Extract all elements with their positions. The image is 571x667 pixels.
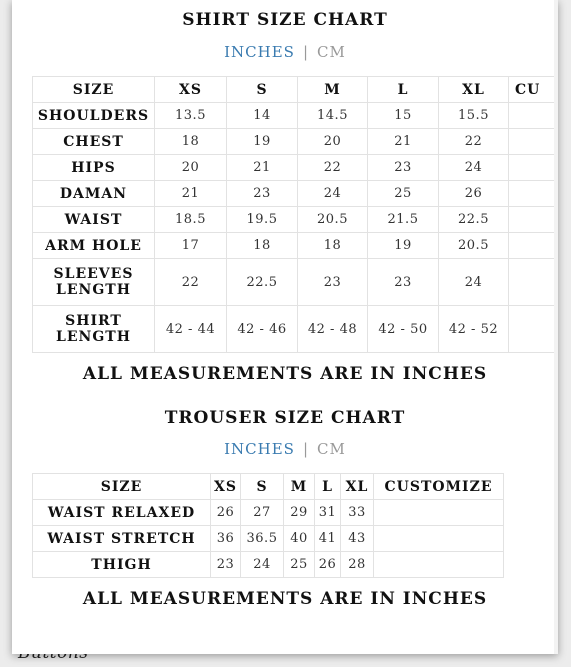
table-cell: 19 — [368, 233, 439, 259]
table-cell: 18.5 — [155, 207, 227, 233]
table-cell: 23 — [368, 259, 439, 306]
table-cell: 21 — [155, 181, 227, 207]
table-cell: 42 - 46 — [227, 306, 298, 353]
row-header: WAIST RELAXED — [33, 500, 211, 526]
table-cell: 23 — [227, 181, 298, 207]
table-cell — [509, 103, 556, 129]
table-cell: 27 — [241, 500, 284, 526]
trouser-unit-toggle — [12, 440, 558, 458]
table-cell — [509, 129, 556, 155]
table-cell: 22 — [298, 155, 368, 181]
trouser-size-table — [32, 473, 504, 578]
row-header: HIPS — [33, 155, 155, 181]
size-chart-modal — [12, 0, 558, 654]
column-header: XS — [155, 77, 227, 103]
table-cell: 13.5 — [155, 103, 227, 129]
column-header: M — [298, 77, 368, 103]
table-cell: 19 — [227, 129, 298, 155]
trouser-unit-separator: | — [302, 440, 310, 458]
table-cell — [374, 500, 504, 526]
shirt-measurement-note: ALL MEASUREMENTS ARE IN INCHES — [82, 364, 488, 384]
table-cell: 31 — [315, 500, 341, 526]
column-header: S — [241, 474, 284, 500]
table-row — [33, 155, 556, 181]
row-header: SLEEVES LENGTH — [33, 259, 155, 306]
column-header: SIZE — [33, 77, 155, 103]
table-row — [33, 306, 556, 353]
table-cell: 40 — [284, 526, 315, 552]
column-header: L — [368, 77, 439, 103]
column-header: CUSTOMIZE — [374, 474, 504, 500]
table-cell: 26 — [439, 181, 509, 207]
row-header: SHIRT LENGTH — [33, 306, 155, 353]
table-cell: 24 — [298, 181, 368, 207]
table-row — [33, 207, 556, 233]
table-cell: 26 — [211, 500, 241, 526]
table-cell: 36.5 — [241, 526, 284, 552]
column-header: M — [284, 474, 315, 500]
row-header: CHEST — [33, 129, 155, 155]
table-cell: 21 — [227, 155, 298, 181]
row-header: SHOULDERS — [33, 103, 155, 129]
row-header: ARM HOLE — [33, 233, 155, 259]
shirt-unit-separator: | — [302, 43, 310, 61]
shirt-unit-toggle — [12, 43, 558, 61]
table-cell: 22.5 — [439, 207, 509, 233]
table-cell: 14 — [227, 103, 298, 129]
table-cell: 43 — [341, 526, 374, 552]
row-header: WAIST — [33, 207, 155, 233]
table-cell: 36 — [211, 526, 241, 552]
table-cell: 23 — [211, 552, 241, 578]
table-row — [33, 233, 556, 259]
table-cell — [509, 155, 556, 181]
table-cell: 42 - 44 — [155, 306, 227, 353]
table-row — [33, 181, 556, 207]
table-cell — [374, 552, 504, 578]
table-cell: 25 — [284, 552, 315, 578]
trouser-unit-inches[interactable]: INCHES — [224, 440, 295, 458]
table-row — [33, 259, 556, 306]
table-cell: 20 — [298, 129, 368, 155]
table-row — [33, 552, 504, 578]
table-cell — [509, 181, 556, 207]
table-cell: 14.5 — [298, 103, 368, 129]
table-cell: 18 — [155, 129, 227, 155]
shirt-unit-cm[interactable]: CM — [317, 43, 346, 61]
shirt-size-table — [32, 76, 556, 353]
table-cell: 28 — [341, 552, 374, 578]
table-cell: 33 — [341, 500, 374, 526]
shirt-chart-title: SHIRT SIZE CHART — [182, 10, 388, 30]
table-cell: 23 — [368, 155, 439, 181]
table-cell: 24 — [439, 155, 509, 181]
scrollbar[interactable] — [554, 0, 558, 654]
table-cell: 22 — [155, 259, 227, 306]
table-cell: 22 — [439, 129, 509, 155]
table-cell: 25 — [368, 181, 439, 207]
shirt-unit-inches[interactable]: INCHES — [224, 43, 295, 61]
column-header: L — [315, 474, 341, 500]
table-cell — [509, 233, 556, 259]
table-cell: 23 — [298, 259, 368, 306]
shirt-header-row — [33, 77, 556, 103]
row-header: WAIST STRETCH — [33, 526, 211, 552]
column-header: SIZE — [33, 474, 211, 500]
column-header: XL — [439, 77, 509, 103]
trouser-chart-title: TROUSER SIZE CHART — [164, 408, 406, 428]
table-cell: 24 — [439, 259, 509, 306]
table-cell: 24 — [241, 552, 284, 578]
table-cell: 29 — [284, 500, 315, 526]
table-cell: 20.5 — [298, 207, 368, 233]
table-cell — [509, 207, 556, 233]
table-cell: 26 — [315, 552, 341, 578]
trouser-unit-cm[interactable]: CM — [317, 440, 346, 458]
table-row — [33, 526, 504, 552]
row-header: DAMAN — [33, 181, 155, 207]
row-header: THIGH — [33, 552, 211, 578]
trouser-header-row — [33, 474, 504, 500]
column-header: XL — [341, 474, 374, 500]
trouser-measurement-note: ALL MEASUREMENTS ARE IN INCHES — [82, 589, 488, 609]
table-cell: 42 - 52 — [439, 306, 509, 353]
table-cell: 17 — [155, 233, 227, 259]
column-header: XS — [211, 474, 241, 500]
table-cell: 22.5 — [227, 259, 298, 306]
table-cell: 21.5 — [368, 207, 439, 233]
table-row — [33, 129, 556, 155]
table-cell: 21 — [368, 129, 439, 155]
table-cell — [509, 306, 556, 353]
table-cell — [509, 259, 556, 306]
table-cell — [374, 526, 504, 552]
table-row — [33, 500, 504, 526]
table-row — [33, 103, 556, 129]
column-header: CU — [509, 77, 556, 103]
column-header: S — [227, 77, 298, 103]
table-cell: 18 — [298, 233, 368, 259]
table-cell: 15.5 — [439, 103, 509, 129]
table-cell: 20 — [155, 155, 227, 181]
table-cell: 42 - 48 — [298, 306, 368, 353]
table-cell: 15 — [368, 103, 439, 129]
table-cell: 19.5 — [227, 207, 298, 233]
table-cell: 20.5 — [439, 233, 509, 259]
table-cell: 41 — [315, 526, 341, 552]
table-cell: 18 — [227, 233, 298, 259]
table-cell: 42 - 50 — [368, 306, 439, 353]
